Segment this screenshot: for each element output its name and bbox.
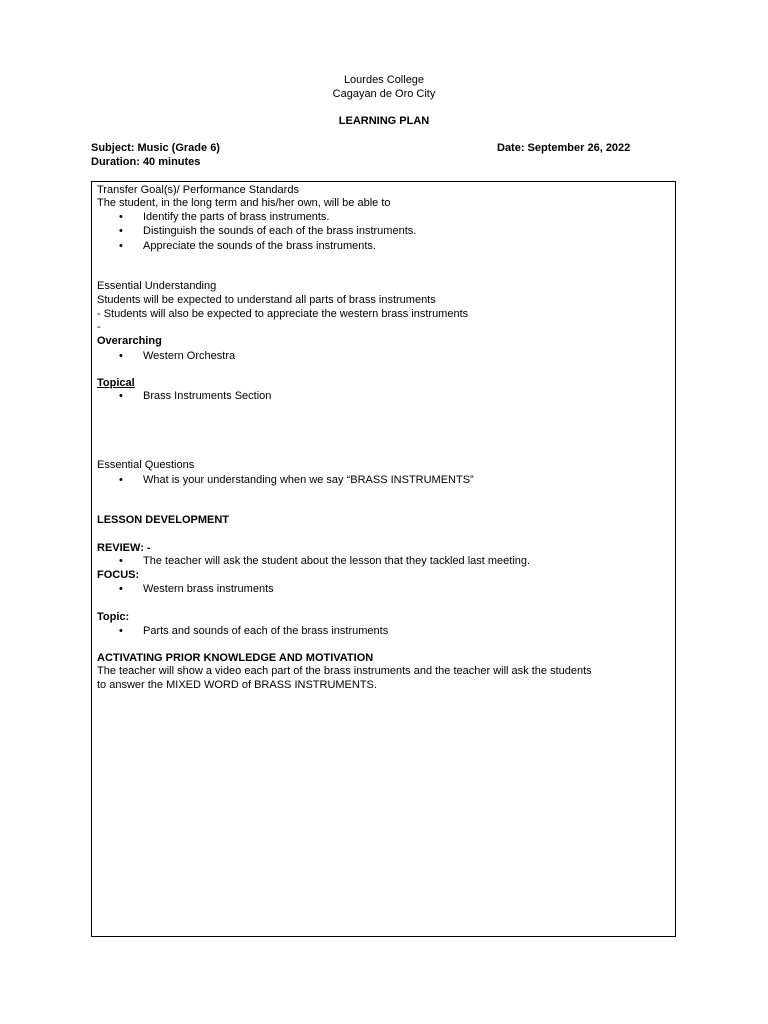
transfer-goal-item: • Distinguish the sounds of each of the brass instruments. bbox=[143, 224, 416, 238]
review-text: • The teacher will ask the student about the lesson that they tackled last meeting. bbox=[143, 554, 530, 568]
essential-understanding-line: Students will be expected to understand all parts of brass instruments bbox=[97, 294, 436, 306]
activating-text: The teacher will show a video each part of the brass instruments and the teacher will ask the students bbox=[97, 665, 592, 677]
review-label: REVIEW: - bbox=[97, 542, 151, 554]
topical-item: • Brass Instruments Section bbox=[143, 389, 271, 403]
focus-text: • Western brass instruments bbox=[143, 582, 274, 596]
transfer-goals-heading: Transfer Goal(s)/ Performance Standards bbox=[97, 184, 299, 196]
essential-understanding-heading: Essential Understanding bbox=[97, 280, 217, 292]
institution-city: Cagayan de Oro City bbox=[332, 88, 436, 100]
lesson-development-heading: LESSON DEVELOPMENT bbox=[97, 514, 230, 526]
overarching-item: • Western Orchestra bbox=[143, 349, 235, 363]
subject-line: Subject: Music (Grade 6) bbox=[91, 142, 220, 154]
transfer-goal-item: • Appreciate the sounds of the brass instruments. bbox=[143, 239, 376, 253]
duration-line: Duration: 40 minutes bbox=[91, 156, 201, 168]
essential-questions-heading: Essential Questions bbox=[97, 459, 195, 471]
activating-heading: ACTIVATING PRIOR KNOWLEDGE AND MOTIVATION bbox=[97, 652, 374, 664]
topic-label: Topic: bbox=[97, 611, 130, 623]
institution-name: Lourdes College bbox=[343, 74, 425, 86]
document-title: LEARNING PLAN bbox=[338, 115, 430, 127]
transfer-goals-intro: The student, in the long term and his/her own, will be able to bbox=[97, 197, 391, 209]
transfer-goal-item: • Identify the parts of brass instruments. bbox=[143, 210, 329, 224]
topic-text: • Parts and sounds of each of the brass instruments bbox=[143, 624, 388, 638]
focus-label: FOCUS: bbox=[97, 569, 140, 581]
topical-heading: Topical bbox=[97, 377, 135, 389]
essential-understanding-line: - Students will also be expected to appreciate the western brass instruments bbox=[97, 308, 469, 320]
essential-question-item: • What is your understanding when we say “BRASS INSTRUMENTS” bbox=[143, 473, 474, 487]
date-line: Date: September 26, 2022 bbox=[497, 142, 631, 154]
essential-understanding-dash: - bbox=[97, 321, 101, 333]
overarching-heading: Overarching bbox=[97, 335, 162, 347]
activating-text: to answer the MIXED WORD of BRASS INSTRUMENTS. bbox=[97, 679, 377, 691]
